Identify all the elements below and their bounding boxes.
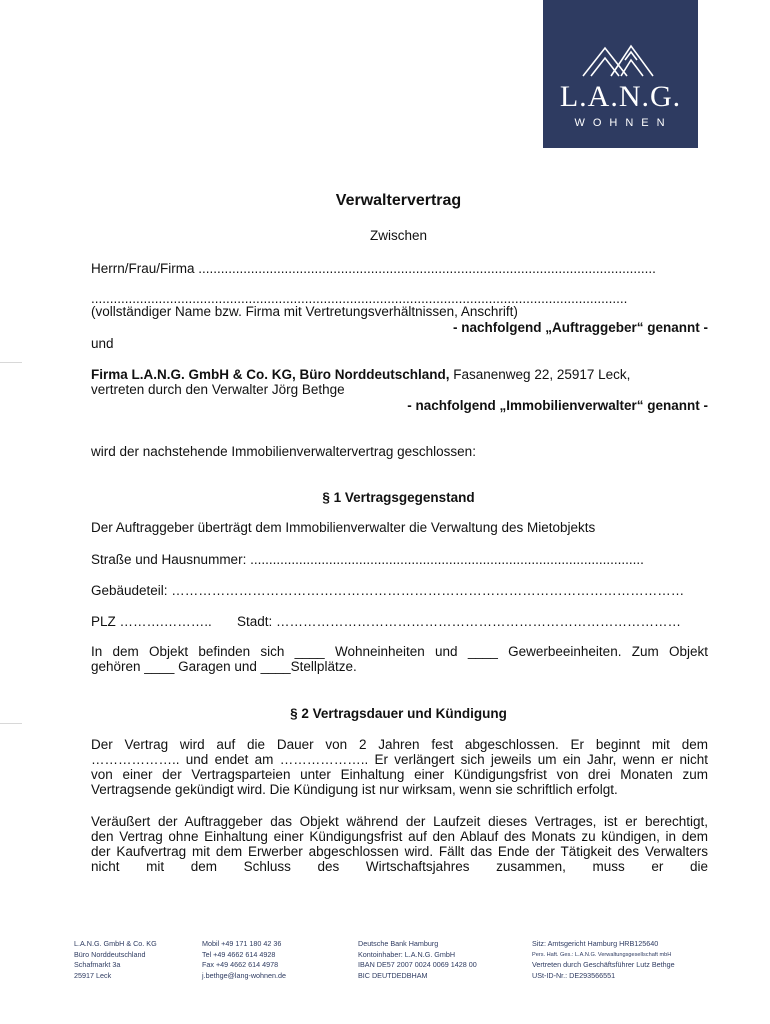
city-field: Stadt: ……………………………………………………………………………… [237, 614, 682, 629]
footer-iban: IBAN DE57 2007 0024 0069 1428 00 [358, 960, 477, 969]
section2-p1-line: Der Vertrag wird auf die Dauer von 2 Jahren fest abgeschlossen. Er beginnt mit dem [91, 737, 708, 752]
section2-p1-line: Vertragsende gekündigt wird. Die Kündigung ist nur wirksam, wenn sie schriftlich erfolgt. [91, 782, 618, 797]
party2-role: - nachfolgend „Immobilienverwalter“ genannt - [407, 398, 708, 413]
footer-bank [358, 939, 477, 981]
party1-address-line: ............................................................................................................................................... [91, 291, 628, 306]
building-field: Gebäudeteil: …………………………………………………………………………………………………… [91, 583, 685, 598]
units-line2: gehören ____ Garagen und ____Stellplätze. [91, 659, 357, 674]
company-logo [543, 0, 698, 148]
footer-managing-director: Vertreten durch Geschäftsführer Lutz Bethge [532, 960, 675, 969]
footer-fax: Fax +49 4662 614 4978 [202, 960, 279, 969]
section2-p1-line: von einer der Vertragsparteien unter Einhaltung einer Kündigungsfrist von drei Monaten zum [91, 767, 708, 782]
street-field: Straße und Hausnummer: ......................................................................................................... [91, 552, 644, 567]
footer-partner: Pers. Haft. Ges.: L.A.N.G. Verwaltungsgesellschaft mbH [532, 951, 672, 958]
party2-line1 [91, 367, 630, 383]
section1-heading: § 1 Vertragsgegenstand [322, 490, 475, 505]
fold-mark [0, 723, 22, 724]
footer-company-name: L.A.N.G. GmbH & Co. KG [74, 939, 157, 948]
intro-text: wird der nachstehende Immobilienverwaltervertrag geschlossen: [91, 444, 476, 459]
units-line1: In dem Objekt befinden sich ____ Wohneinheiten und ____ Gewerbeeinheiten. Zum Objekt [91, 644, 708, 659]
footer-legal [532, 939, 675, 981]
footer-email: j.bethge@lang-wohnen.de [202, 970, 287, 980]
footer-account-holder: Kontoinhaber: L.A.N.G. GmbH [358, 949, 456, 959]
and-label: und [91, 336, 114, 351]
footer-company [74, 939, 157, 981]
plz-field: PLZ ……….……….. [91, 614, 212, 629]
footer-office: Büro Norddeutschland [74, 949, 146, 959]
section2-p2-line: der Kaufvertrag mit dem Erwerber abgeschlossen wird. Fällt das Ende der Tätigkeit des Verwalters [91, 844, 708, 859]
footer-vat-id: USt-ID-Nr.: DE293566551 [532, 970, 616, 980]
party2-representative: vertreten durch den Verwalter Jörg Bethge [91, 382, 345, 397]
section2-p2-line: nicht mit dem Schluss des Wirtschaftsjahres zusammen, muss er die [91, 859, 708, 874]
between-label: Zwischen [369, 228, 428, 243]
party1-name-line: Herrn/Frau/Firma .......................................................................................................................... [91, 261, 656, 276]
footer-phone: Tel +49 4662 614 4928 [202, 949, 276, 959]
footer-contact [202, 939, 286, 981]
footer-court: Sitz: Amtsgericht Hamburg HRB125640 [532, 939, 659, 948]
footer-mobile: Mobil +49 171 180 42 36 [202, 939, 282, 948]
mountain-icon [581, 40, 661, 78]
party2-company: Firma L.A.N.G. GmbH & Co. KG, Büro Norddeutschland, [91, 367, 450, 382]
party2-address: Fasanenweg 22, 25917 Leck, [449, 367, 631, 382]
document-title: Verwaltervertrag [335, 192, 462, 209]
footer-street: Schafmarkt 3a [74, 960, 121, 969]
section2-p1-line: ……………….. und endet am ……………….. Er verlängert sich jeweils um ein Jahr, wenn er nicht [91, 752, 708, 767]
footer-city: 25917 Leck [74, 970, 112, 980]
fold-mark [0, 362, 22, 363]
section2-p2-line: Veräußert der Auftraggeber das Objekt während der Laufzeit dieses Vertrages, ist er berechtigt, [91, 814, 708, 829]
footer-bank-name: Deutsche Bank Hamburg [358, 939, 439, 948]
party1-role: - nachfolgend „Auftraggeber“ genannt - [453, 320, 708, 335]
section2-heading: § 2 Vertragsdauer und Kündigung [290, 706, 507, 721]
section2-p2-line: den Vertrag ohne Einhaltung einer Kündigungsfrist auf den Ablauf des Monats zu kündigen, in dem [91, 829, 708, 844]
logo-subtitle: WOHNEN [574, 117, 673, 129]
section1-paragraph: Der Auftraggeber überträgt dem Immobilienverwalter die Verwaltung des Mietobjekts [91, 520, 596, 535]
party1-hint: (vollständiger Name bzw. Firma mit Vertretungsverhältnissen, Anschrift) [91, 304, 518, 319]
logo-name: L.A.N.G. [559, 80, 682, 113]
footer-bic: BIC DEUTDEDBHAM [358, 970, 428, 980]
